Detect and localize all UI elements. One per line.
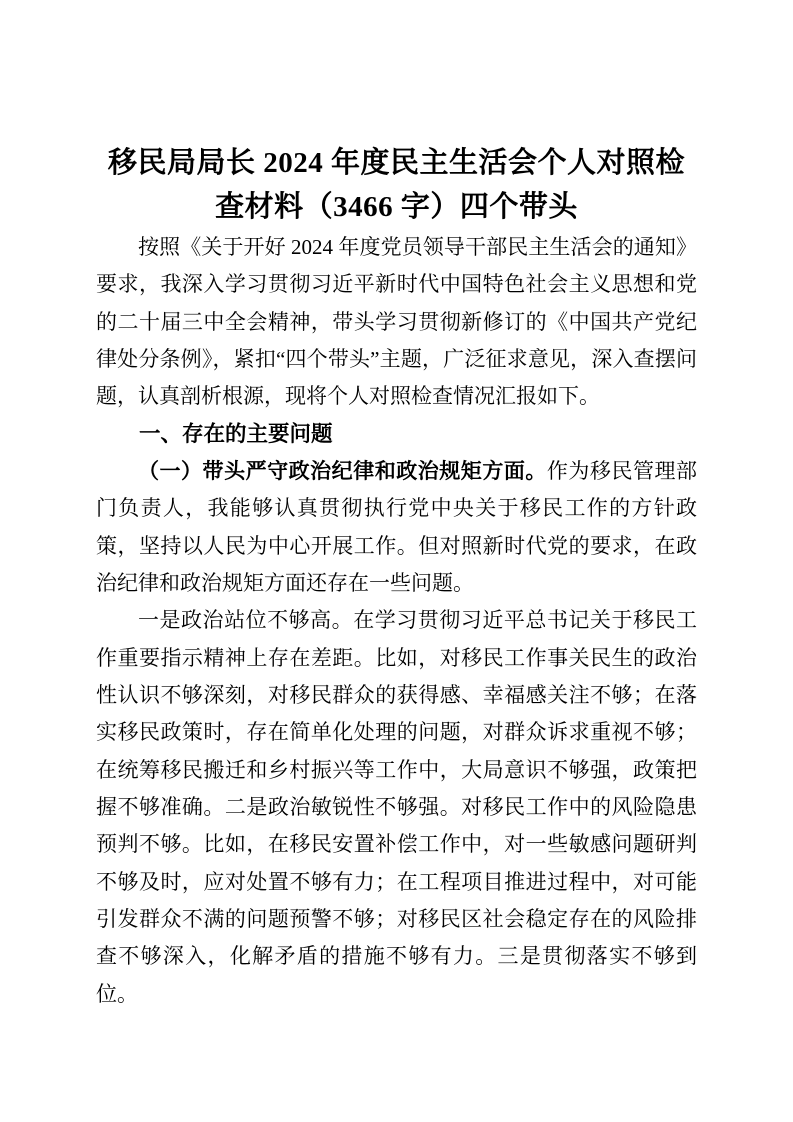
section-1-heading: 一、存在的主要问题 [139,421,333,446]
document-title [96,141,697,229]
item-1-subitems-paragraph: 一是政治站位不够高。在学习贯彻习近平总书记关于移民工作重要指示精神上存在差距。比如，对移民工作事关民生的政治性认识不够深刻，对移民群众的获得感、幸福感关注不够；在落实移民政策时，存在简单化处理的问题，对群众诉求重视不够；在统筹移民搬迁和乡村振兴等工作中，大局意识不够强，政策把握不够准确。二是政治敏锐性不够强。对移民工作中的风险隐患预判不够。比如，在移民安置补偿工作中，对一些敏感问题研判不够及时，应对处置不够有力；在工程项目推进过程中，对可能引发群众不满的问题预警不够；对移民区社会稳定存在的风险排查不够深入，化解矛盾的措施不够有力。三是贯彻落实不够到位。 [96,608,697,1006]
intro-paragraph: 按照《关于开好 2024 年度党员领导干部民主生活会的通知》要求，我深入学习贯彻习近平新时代中国特色社会主义思想和党的二十届三中全会精神，带头学习贯彻新修订的《中国共产党纪律处分条例》，紧扣“四个带头”主题，广泛征求意见，深入查摆问题，认真剖析根源，现将个人对照检查情况汇报如下。 [96,235,697,409]
item-1-body-text: 作为移民管理部门负责人，我能够认真贯彻执行党中央关于移民工作的方针政策，坚持以人民为中心开展工作。但对照新时代党的要求，在政治纪律和政治规矩方面还存在一些问题。 [96,458,698,595]
document-content [96,141,697,1013]
item-1-lead-in: （一）带头严守政治纪律和政治规矩方面。 [138,458,547,483]
item-1-paragraph [96,453,697,602]
document-title-line-1: 移民局局长 2024 年度民主生活会个人对照检 [107,147,685,179]
document-title-line-2: 查材料（3466 字）四个带头 [215,191,578,223]
